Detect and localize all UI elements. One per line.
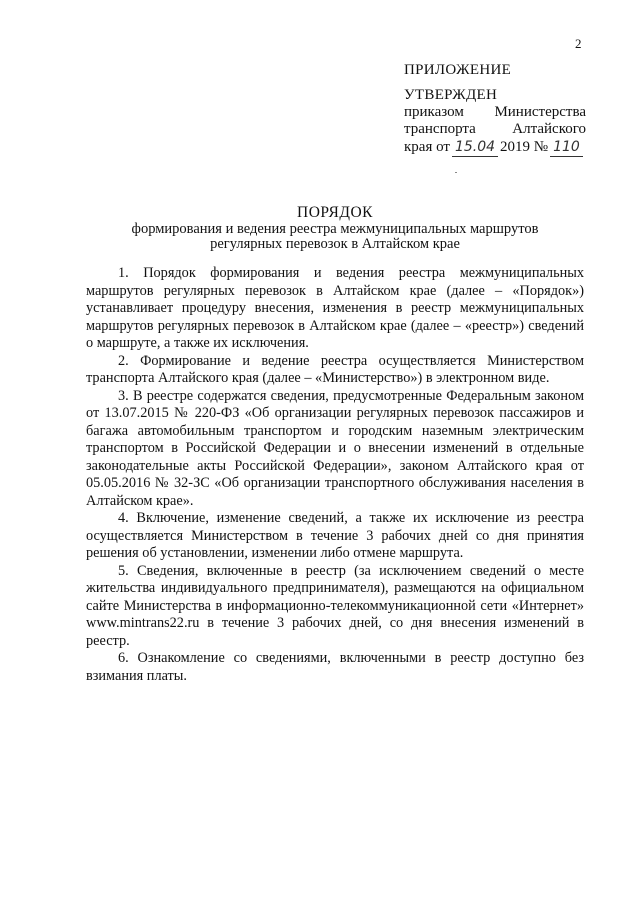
document-title: ПОРЯДОК — [297, 204, 373, 221]
paragraph-2: 2. Формирование и ведение реестра осуществляется Министерством транспорта Алтайского края (далее – «Министерство») в электронном виде. — [86, 352, 584, 386]
paragraph-3: 3. В реестре содержатся сведения, предусмотренные Федеральным законом от 13.07.2015 № 220-ФЗ «Об организации регулярных перевозок пассажиров и багажа автомобильным транспортом и городским наземным электрическим транспортом в Российской Федерации и о внесении изменений в отдельные законодательные акты Российской Федерации», законом Алтайского края от 05.05.2016 № 32-ЗС «Об организации транспортного обслуживания населения в Алтайском крае». — [86, 387, 584, 509]
approval-block — [404, 62, 586, 157]
appendix-heading: ПРИЛОЖЕНИЕ — [404, 62, 512, 78]
paragraph-5: 5. Сведения, включенные в реестр (за исключением сведений о месте жительства индивидуального предпринимателя), размещаются на официальном сайте Министерства в информационно-телекоммуникационной сети «Интернет» www.mintrans22.ru в течение 3 рабочих дней, со дня внесения изменений в реестр. — [86, 562, 584, 649]
handwritten-date: 15.04 — [452, 138, 498, 157]
paragraph-1: 1. Порядок формирования и ведения реестра межмуниципальных маршрутов регулярных перевозок в Алтайском крае (далее – «Порядок») устанавливает процедуру внесения, изменения в реестр межмуниципальных маршрутов регулярных перевозок в Алтайском крае (далее – «реестр») сведений о маршруте, а также их исключения. — [86, 265, 584, 351]
approval-line-1: приказом Министерства — [404, 104, 586, 120]
document-subtitle-line-1: формирования и ведения реестра межмуниципальных маршрутов — [131, 221, 539, 237]
paragraph-4: 4. Включение, изменение сведений, а также их исключение из реестра осуществляется Министерством в течение 3 рабочих дней со дня принятия решения об установлении, изменении либо отмене маршрута. — [86, 510, 584, 561]
approved-heading: УТВЕРЖДЕН — [404, 87, 498, 103]
document-title-block — [60, 204, 610, 252]
approval-line-2: транспорта Алтайского — [404, 121, 586, 137]
approval-date-prefix: края от — [404, 139, 450, 155]
page-number: 2 — [575, 36, 582, 51]
approval-year: 2019 № — [500, 139, 549, 155]
handwritten-order-number: 110 — [550, 138, 583, 157]
scan-speck — [455, 172, 457, 173]
document-body — [86, 265, 584, 685]
approval-line-3 — [404, 138, 586, 157]
document-subtitle-line-2: регулярных перевозок в Алтайском крае — [210, 236, 460, 252]
paragraph-6: 6. Ознакомление со сведениями, включенными в реестр доступно без взимания платы. — [86, 650, 584, 684]
